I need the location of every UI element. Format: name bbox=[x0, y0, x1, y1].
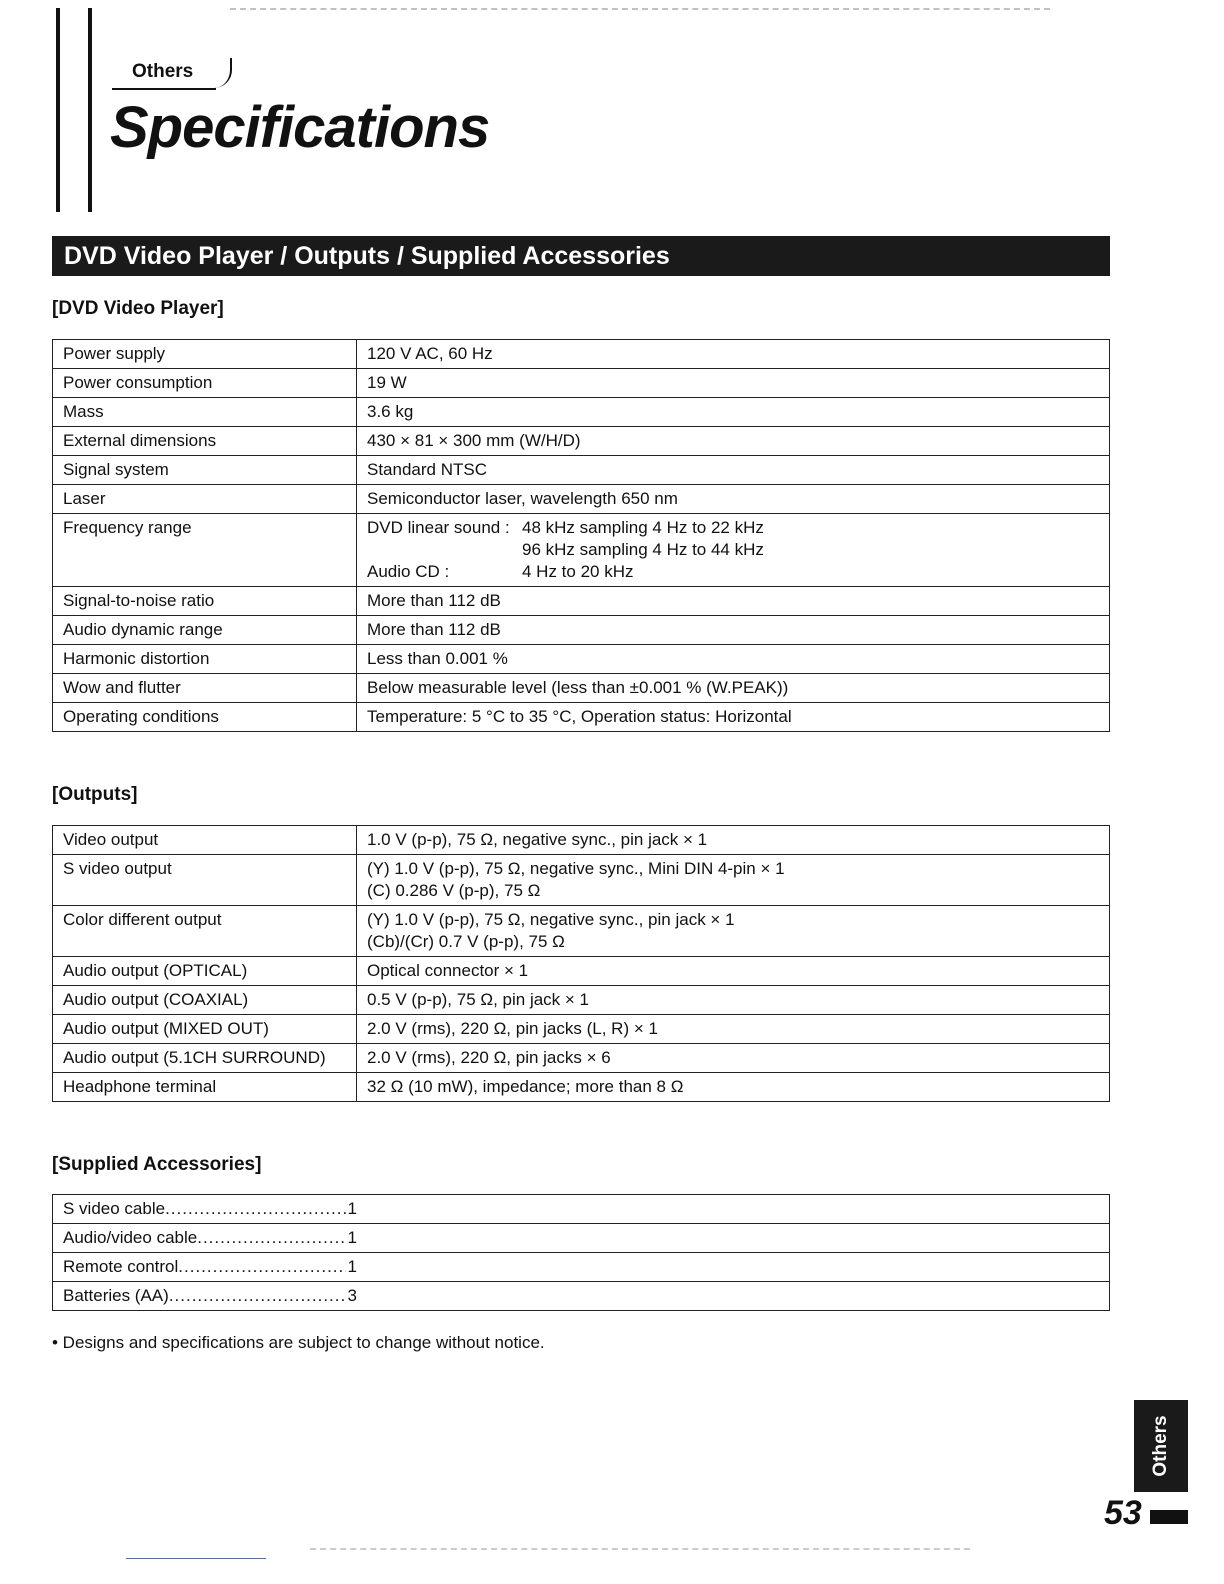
table-row bbox=[53, 1195, 1110, 1224]
spec-value bbox=[357, 906, 1110, 957]
spec-value-line: (C) 0.286 V (p-p), 75 Ω bbox=[367, 881, 541, 900]
page-number-bar bbox=[1150, 1510, 1188, 1524]
spec-value-line: 0.5 V (p-p), 75 Ω, pin jack × 1 bbox=[367, 990, 590, 1009]
spec-value-line: 2.0 V (rms), 220 Ω, pin jacks × 6 bbox=[367, 1048, 611, 1067]
accessory-quantity: 1 bbox=[347, 1228, 357, 1247]
spec-key: Audio output (MIXED OUT) bbox=[53, 1015, 357, 1044]
table-row bbox=[53, 1015, 1110, 1044]
breadcrumb-label: Others bbox=[132, 61, 194, 82]
spec-value-line: Temperature: 5 °C to 35 °C, Operation status: Horizontal bbox=[367, 707, 792, 726]
table-row bbox=[53, 674, 1110, 703]
frequency-value: 4 Hz to 20 kHz bbox=[522, 562, 634, 581]
table-row bbox=[53, 1224, 1110, 1253]
spec-key: Power consumption bbox=[53, 369, 357, 398]
accessories-table bbox=[52, 1194, 1110, 1311]
table-row bbox=[53, 485, 1110, 514]
spec-value-line: Less than 0.001 % bbox=[367, 649, 508, 668]
spec-value-line: More than 112 dB bbox=[367, 591, 501, 610]
accessory-cell bbox=[53, 1224, 1110, 1253]
breadcrumb-bracket bbox=[212, 58, 232, 88]
spec-value bbox=[357, 427, 1110, 456]
table-row bbox=[53, 616, 1110, 645]
spec-value bbox=[357, 340, 1110, 369]
spec-value-line: Optical connector × 1 bbox=[367, 961, 529, 980]
section-heading-dvd: [DVD Video Player] bbox=[52, 298, 224, 319]
spec-value-line: 1.0 V (p-p), 75 Ω, negative sync., pin jack × 1 bbox=[367, 830, 708, 849]
spec-key: Signal-to-noise ratio bbox=[53, 587, 357, 616]
leader-dots bbox=[178, 1256, 345, 1278]
page-title: Specifications bbox=[110, 95, 490, 160]
spec-value-line: (Y) 1.0 V (p-p), 75 Ω, negative sync., pin jack × 1 bbox=[367, 910, 735, 929]
spec-value-line: (Y) 1.0 V (p-p), 75 Ω, negative sync., Mini DIN 4-pin × 1 bbox=[367, 859, 785, 878]
spec-value bbox=[357, 855, 1110, 906]
spec-key: Signal system bbox=[53, 456, 357, 485]
section-heading-accessories: [Supplied Accessories] bbox=[52, 1154, 262, 1175]
table-row bbox=[53, 369, 1110, 398]
spec-value bbox=[357, 587, 1110, 616]
section-side-tab bbox=[1134, 1400, 1188, 1492]
spec-key: Power supply bbox=[53, 340, 357, 369]
spec-value-line: 3.6 kg bbox=[367, 402, 414, 421]
table-row bbox=[53, 703, 1110, 732]
table-row bbox=[53, 340, 1110, 369]
outputs-spec-table bbox=[52, 825, 1110, 1102]
accessory-label: Audio/video cable bbox=[63, 1228, 198, 1247]
leader-dots bbox=[165, 1198, 345, 1220]
table-row bbox=[53, 957, 1110, 986]
scan-blue-line bbox=[126, 1558, 266, 1559]
spec-value bbox=[357, 986, 1110, 1015]
table-row bbox=[53, 398, 1110, 427]
table-row bbox=[53, 1044, 1110, 1073]
spec-value-line: (Cb)/(Cr) 0.7 V (p-p), 75 Ω bbox=[367, 932, 565, 951]
spec-key: Audio output (COAXIAL) bbox=[53, 986, 357, 1015]
spec-key: Harmonic distortion bbox=[53, 645, 357, 674]
section-heading-outputs: [Outputs] bbox=[52, 784, 138, 805]
spec-key: Headphone terminal bbox=[53, 1073, 357, 1102]
spec-key: External dimensions bbox=[53, 427, 357, 456]
accessory-cell bbox=[53, 1282, 1110, 1311]
spec-value bbox=[357, 957, 1110, 986]
side-tab-label: Others bbox=[1150, 1415, 1171, 1477]
leader-dots bbox=[169, 1285, 346, 1307]
dvd-spec-table bbox=[52, 339, 1110, 732]
spec-key: Video output bbox=[53, 826, 357, 855]
accessory-item bbox=[63, 1198, 357, 1220]
spec-value bbox=[357, 616, 1110, 645]
spec-key: Wow and flutter bbox=[53, 674, 357, 703]
frequency-label-spacer bbox=[367, 539, 522, 561]
spec-value bbox=[357, 1073, 1110, 1102]
spec-value-line: 32 Ω (10 mW), impedance; more than 8 Ω bbox=[367, 1077, 684, 1096]
spec-value-line: More than 112 dB bbox=[367, 620, 501, 639]
breadcrumb-underline bbox=[112, 88, 216, 90]
binding-bar-left bbox=[56, 8, 60, 212]
spec-value-line: 19 W bbox=[367, 373, 407, 392]
spec-key: Audio output (OPTICAL) bbox=[53, 957, 357, 986]
accessory-item bbox=[63, 1227, 357, 1249]
spec-value bbox=[357, 826, 1110, 855]
spec-value-line: Semiconductor laser, wavelength 650 nm bbox=[367, 489, 678, 508]
spec-value-line: 120 V AC, 60 Hz bbox=[367, 344, 493, 363]
spec-value bbox=[357, 1044, 1110, 1073]
spec-value bbox=[357, 485, 1110, 514]
accessory-label: Batteries (AA) bbox=[63, 1286, 169, 1305]
table-row bbox=[53, 587, 1110, 616]
frequency-label: Audio CD : bbox=[367, 562, 450, 581]
spec-key: Audio output (5.1CH SURROUND) bbox=[53, 1044, 357, 1073]
table-row bbox=[53, 1073, 1110, 1102]
accessory-quantity: 1 bbox=[347, 1199, 357, 1218]
spec-value bbox=[357, 369, 1110, 398]
spec-value bbox=[357, 645, 1110, 674]
frequency-value: 96 kHz sampling 4 Hz to 44 kHz bbox=[522, 540, 764, 559]
accessory-label: S video cable bbox=[63, 1199, 166, 1218]
spec-value-line: 2.0 V (rms), 220 Ω, pin jacks (L, R) × 1 bbox=[367, 1019, 658, 1038]
frequency-line bbox=[367, 539, 1099, 561]
spec-value bbox=[357, 703, 1110, 732]
frequency-label: DVD linear sound : bbox=[367, 518, 510, 537]
spec-value bbox=[357, 1015, 1110, 1044]
scan-noise-bottom bbox=[310, 1548, 970, 1552]
accessory-item bbox=[63, 1256, 357, 1278]
spec-key: S video output bbox=[53, 855, 357, 906]
spec-value-line: Standard NTSC bbox=[367, 460, 487, 479]
leader-dots bbox=[197, 1227, 345, 1249]
table-row bbox=[53, 645, 1110, 674]
table-row bbox=[53, 456, 1110, 485]
frequency-value: 48 kHz sampling 4 Hz to 22 kHz bbox=[522, 518, 764, 537]
accessory-cell bbox=[53, 1195, 1110, 1224]
accessory-cell bbox=[53, 1253, 1110, 1282]
accessory-item bbox=[63, 1285, 357, 1307]
accessory-quantity: 1 bbox=[347, 1257, 357, 1276]
table-row bbox=[53, 1282, 1110, 1311]
spec-value bbox=[357, 398, 1110, 427]
disclaimer-note: • Designs and specifications are subject to change without notice. bbox=[52, 1333, 545, 1352]
table-row bbox=[53, 427, 1110, 456]
breadcrumb bbox=[112, 58, 232, 90]
spec-key: Operating conditions bbox=[53, 703, 357, 732]
table-row bbox=[53, 855, 1110, 906]
table-row bbox=[53, 906, 1110, 957]
frequency-line bbox=[367, 517, 1099, 539]
table-row bbox=[53, 514, 1110, 587]
spec-value-line: 430 × 81 × 300 mm (W/H/D) bbox=[367, 431, 581, 450]
spec-key: Mass bbox=[53, 398, 357, 427]
accessory-quantity: 3 bbox=[347, 1286, 357, 1305]
table-row bbox=[53, 1253, 1110, 1282]
spec-value-line: Below measurable level (less than ±0.001 % (W.PEAK)) bbox=[367, 678, 789, 697]
spec-key: Color different output bbox=[53, 906, 357, 957]
accessory-label: Remote control bbox=[63, 1257, 179, 1276]
spec-value bbox=[357, 456, 1110, 485]
spec-key: Audio dynamic range bbox=[53, 616, 357, 645]
spec-key: Frequency range bbox=[53, 514, 357, 587]
spec-value bbox=[357, 514, 1110, 587]
section-band: DVD Video Player / Outputs / Supplied Accessories bbox=[52, 236, 1110, 276]
table-row bbox=[53, 826, 1110, 855]
spec-key: Laser bbox=[53, 485, 357, 514]
spec-value bbox=[357, 674, 1110, 703]
frequency-line bbox=[367, 561, 1099, 583]
binding-bar-right bbox=[88, 8, 92, 212]
scan-noise-top bbox=[230, 8, 1050, 12]
page-number: 53 bbox=[1104, 1494, 1142, 1532]
table-row bbox=[53, 986, 1110, 1015]
